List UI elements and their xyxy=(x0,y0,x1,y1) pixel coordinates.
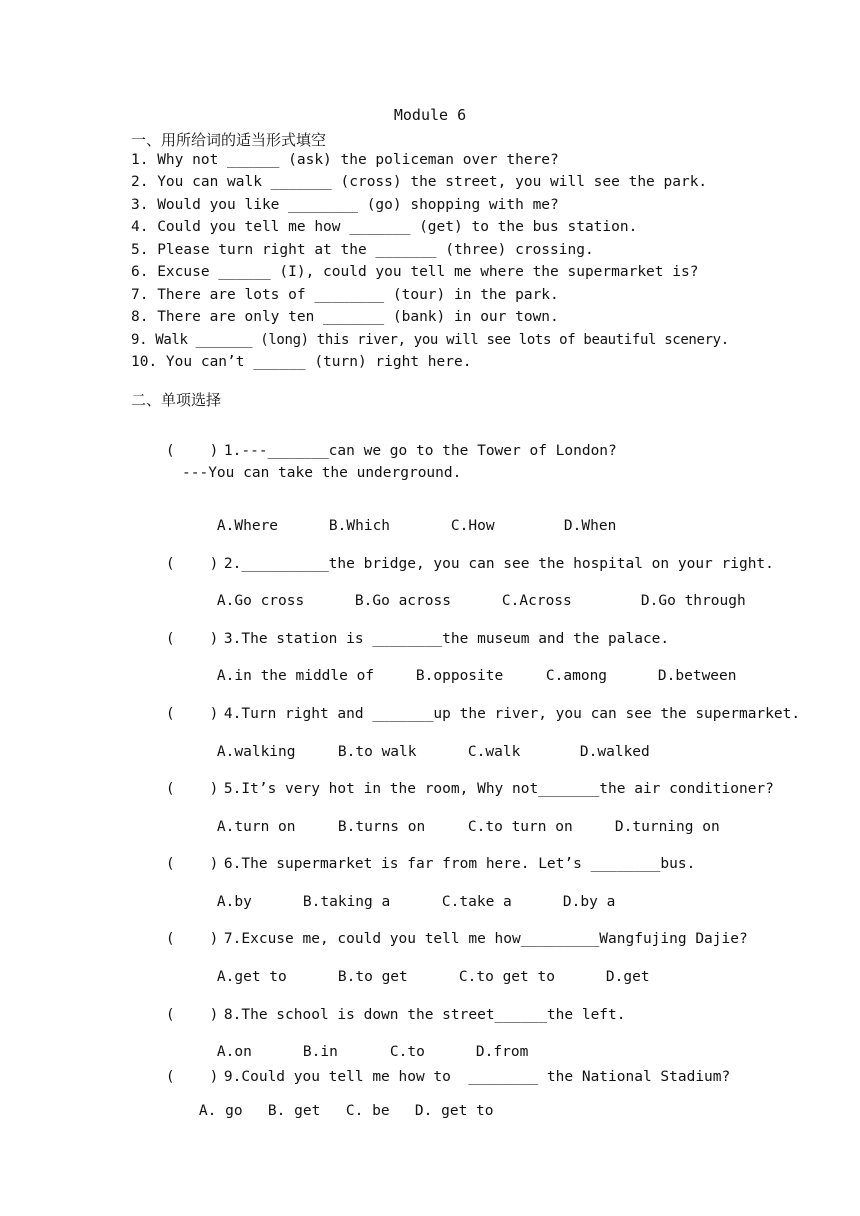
option-a[interactable]: A.turn on xyxy=(216,819,296,835)
question-text: 7.Excuse me, could you tell me how_________Wangfujing Dajie? xyxy=(223,931,748,947)
option-d[interactable]: D.When xyxy=(563,518,617,534)
question-1-response: ---You can take the underground. xyxy=(182,465,462,481)
option-d[interactable]: D.Go through xyxy=(640,593,746,609)
option-b[interactable]: B.Go across xyxy=(354,593,451,609)
option-a[interactable]: A.on xyxy=(216,1044,252,1060)
option-c[interactable]: C.to turn on xyxy=(467,819,573,835)
section-1-heading: 一、用所给词的适当形式填空 xyxy=(131,131,327,149)
option-b[interactable]: B.to get xyxy=(337,969,408,985)
option-d[interactable]: D.between xyxy=(657,668,737,684)
option-d[interactable]: D.from xyxy=(475,1044,529,1060)
option-a[interactable]: A.Go cross xyxy=(216,593,305,609)
mc-options-9 xyxy=(164,1087,494,1135)
option-d[interactable]: D.turning on xyxy=(614,819,720,835)
answer-blank[interactable]: ( ) xyxy=(165,706,219,722)
fill-item-8: 8. There are only ten _______ (bank) in our town. xyxy=(131,309,559,325)
option-c[interactable]: C.take a xyxy=(441,894,512,910)
fill-item-3: 3. Would you like ________ (go) shopping with me? xyxy=(131,197,559,213)
option-a[interactable]: A.in the middle of xyxy=(216,668,375,684)
fill-item-10: 10. You can’t ______ (turn) right here. xyxy=(131,354,472,370)
option-a[interactable]: A.walking xyxy=(216,744,296,760)
question-text: 8.The school is down the street______the left. xyxy=(223,1007,626,1023)
option-b[interactable]: B.in xyxy=(302,1044,338,1060)
option-d[interactable]: D.by a xyxy=(562,894,616,910)
page-title: Module 6 xyxy=(393,106,467,124)
option-c[interactable]: C.to get to xyxy=(458,969,555,985)
answer-blank[interactable]: ( ) xyxy=(165,931,219,947)
fill-item-9: 9. Walk _______ (long) this river, you will see lots of beautiful scenery. xyxy=(131,332,729,348)
answer-blank[interactable]: ( ) xyxy=(165,856,219,872)
option-d[interactable]: D.get xyxy=(605,969,650,985)
fill-item-1: 1. Why not ______ (ask) the policeman over there? xyxy=(131,152,559,168)
question-text: 6.The supermarket is far from here. Let’s ________bus. xyxy=(223,856,696,872)
question-text: 1.---_______can we go to the Tower of London? xyxy=(223,443,617,459)
option-c[interactable]: C. be xyxy=(345,1103,390,1119)
option-a[interactable]: A.by xyxy=(216,894,252,910)
fill-item-4: 4. Could you tell me how _______ (get) to the bus station. xyxy=(131,219,638,235)
question-text: 4.Turn right and _______up the river, you can see the supermarket. xyxy=(223,706,801,722)
answer-blank[interactable]: ( ) xyxy=(165,1007,219,1023)
option-d[interactable]: D.walked xyxy=(579,744,650,760)
section-2-heading: 二、单项选择 xyxy=(131,391,222,409)
question-text: 9.Could you tell me how to ________ the National Stadium? xyxy=(223,1069,731,1085)
fill-item-2: 2. You can walk _______ (cross) the street, you will see the park. xyxy=(131,174,708,190)
answer-blank[interactable]: ( ) xyxy=(165,556,219,572)
fill-item-7: 7. There are lots of ________ (tour) in the park. xyxy=(131,287,559,303)
option-b[interactable]: B.turns on xyxy=(337,819,426,835)
option-c[interactable]: C.walk xyxy=(467,744,521,760)
question-text: 3.The station is ________the museum and the palace. xyxy=(223,631,670,647)
option-b[interactable]: B.taking a xyxy=(302,894,391,910)
question-text: 2.__________the bridge, you can see the hospital on your right. xyxy=(223,556,774,572)
option-b[interactable]: B. get xyxy=(267,1103,321,1119)
answer-blank[interactable]: ( ) xyxy=(165,443,219,459)
option-c[interactable]: C.How xyxy=(450,518,495,534)
answer-blank[interactable]: ( ) xyxy=(165,1069,219,1085)
option-c[interactable]: C.to xyxy=(389,1044,425,1060)
option-b[interactable]: B.Which xyxy=(328,518,391,534)
option-d[interactable]: D. get to xyxy=(414,1103,494,1119)
option-c[interactable]: C.Across xyxy=(501,593,572,609)
answer-blank[interactable]: ( ) xyxy=(165,631,219,647)
option-a[interactable]: A.get to xyxy=(216,969,287,985)
option-c[interactable]: C.among xyxy=(545,668,608,684)
option-b[interactable]: B.opposite xyxy=(415,668,504,684)
option-b[interactable]: B.to walk xyxy=(337,744,417,760)
option-a[interactable]: A. go xyxy=(198,1103,243,1119)
fill-item-5: 5. Please turn right at the _______ (three) crossing. xyxy=(131,242,594,258)
fill-item-6: 6. Excuse ______ (I), could you tell me where the supermarket is? xyxy=(131,264,699,280)
answer-blank[interactable]: ( ) xyxy=(165,781,219,797)
question-text: 5.It’s very hot in the room, Why not_______the air conditioner? xyxy=(223,781,774,797)
option-a[interactable]: A.Where xyxy=(216,518,279,534)
